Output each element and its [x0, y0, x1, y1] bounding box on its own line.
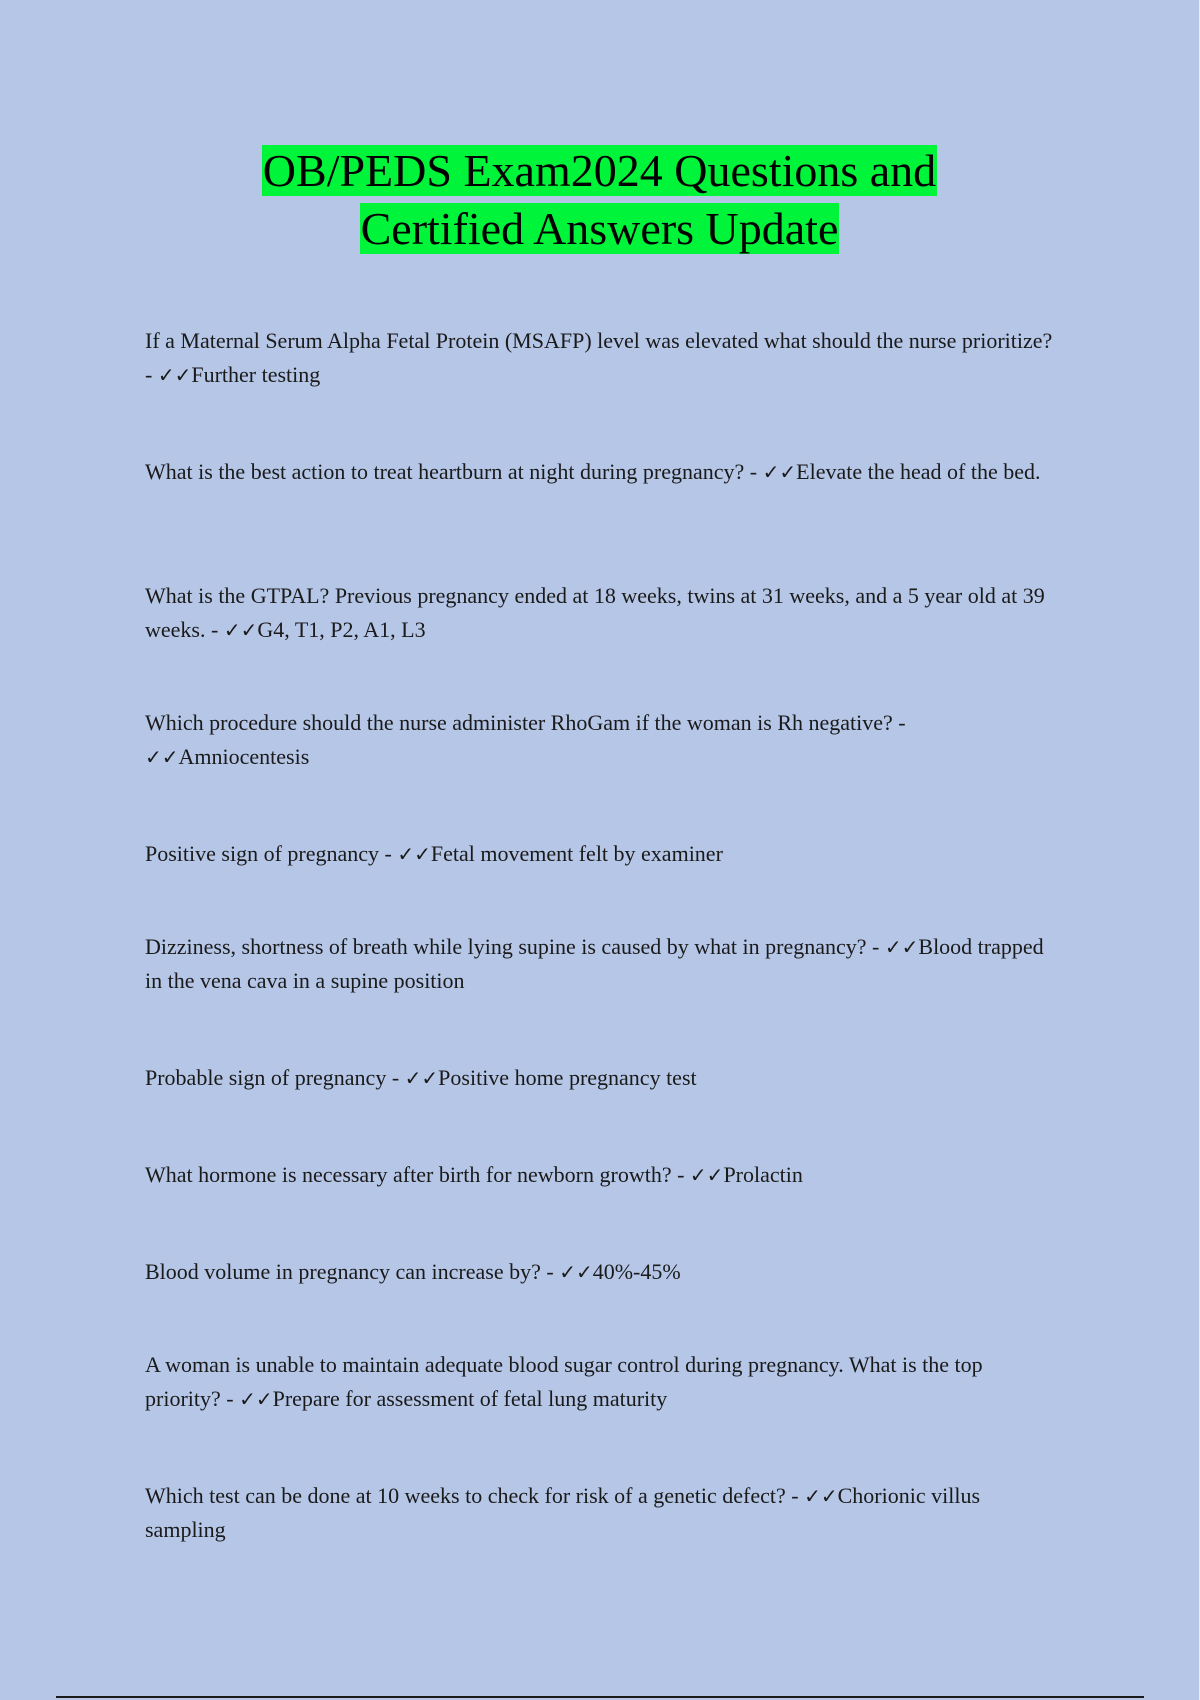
- answer-text: Elevate the head of the bed.: [796, 459, 1041, 484]
- qa-item-6: [145, 930, 1055, 998]
- double-check-icon: ✓✓: [239, 1387, 273, 1411]
- question-text: If a Maternal Serum Alpha Fetal Protein (MSAFP) level was elevated what should the nurse prioritize? -: [145, 328, 1053, 387]
- qa-item-10: [145, 1348, 1055, 1416]
- question-text: Blood volume in pregnancy can increase by? -: [145, 1259, 560, 1284]
- double-check-icon: ✓✓: [804, 1484, 838, 1508]
- double-check-icon: ✓✓: [884, 935, 919, 959]
- answer-text: Prepare for assessment of fetal lung maturity: [272, 1386, 668, 1411]
- title-line-1: OB/PEDS Exam2024 Questions and: [262, 145, 937, 196]
- qa-item-1: [145, 324, 1055, 392]
- qa-item-5: [145, 837, 1055, 871]
- question-text: Which test can be done at 10 weeks to check for risk of a genetic defect? -: [145, 1483, 805, 1508]
- answer-text: G4, T1, P2, A1, L3: [257, 617, 426, 642]
- double-check-icon: ✓✓: [397, 842, 431, 866]
- qa-item-7: [145, 1061, 1055, 1095]
- qa-item-4: [145, 706, 1055, 774]
- double-check-icon: ✓✓: [145, 745, 179, 769]
- qa-item-3: [145, 579, 1055, 647]
- question-text: Dizziness, shortness of breath while lying supine is caused by what in pregnancy? -: [145, 934, 885, 959]
- answer-text: 40%-45%: [592, 1259, 681, 1284]
- answer-text: Chorionic villus sampling: [145, 1483, 981, 1542]
- footer-rule: [56, 1696, 1144, 1698]
- answer-text: Prolactin: [723, 1162, 803, 1187]
- answer-text: Further testing: [191, 362, 321, 387]
- question-text: What hormone is necessary after birth for newborn growth? -: [145, 1162, 690, 1187]
- double-check-icon: ✓✓: [559, 1260, 593, 1284]
- double-check-icon: ✓✓: [157, 363, 192, 387]
- question-text: A woman is unable to maintain adequate blood sugar control during pregnancy. What is the top priority? -: [145, 1352, 983, 1411]
- question-text: Positive sign of pregnancy -: [145, 841, 398, 866]
- double-check-icon: ✓✓: [689, 1163, 724, 1187]
- answer-text: Blood trapped in the vena cava in a supine position: [145, 934, 1044, 993]
- question-text: Probable sign of pregnancy -: [145, 1065, 405, 1090]
- qa-item-9: [145, 1255, 1055, 1289]
- document-title: [0, 142, 1199, 258]
- answer-text: Fetal movement felt by examiner: [430, 841, 723, 866]
- qa-item-8: [145, 1158, 1055, 1192]
- question-text: What is the GTPAL? Previous pregnancy ended at 18 weeks, twins at 31 weeks, and a 5 year old at 39 weeks. -: [145, 583, 1045, 642]
- question-text: What is the best action to treat heartburn at night during pregnancy? -: [145, 459, 763, 484]
- double-check-icon: ✓✓: [762, 460, 797, 484]
- title-line-2: Certified Answers Update: [360, 203, 839, 254]
- qa-item-11: [145, 1479, 1055, 1547]
- answer-text: Positive home pregnancy test: [438, 1065, 697, 1090]
- double-check-icon: ✓✓: [223, 618, 258, 642]
- answer-text: Amniocentesis: [178, 744, 310, 769]
- question-text: Which procedure should the nurse administer RhoGam if the woman is Rh negative? -: [145, 710, 906, 735]
- qa-item-2: [145, 455, 1055, 489]
- double-check-icon: ✓✓: [404, 1066, 439, 1090]
